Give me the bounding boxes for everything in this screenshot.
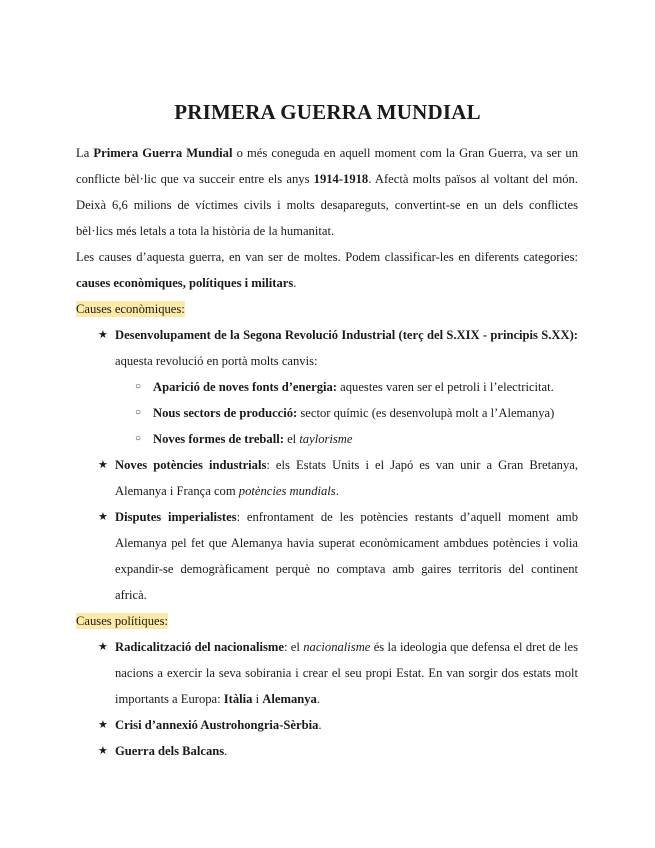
text-run: La: [76, 146, 94, 160]
star-bullet-icon: ★: [98, 511, 108, 523]
star-bullet-icon: ★: [98, 745, 108, 757]
item-text: : enfrontament de les potències restants d’aquell moment amb Alemanya pel fet que Alemanya havia superat econòmicament ambdues potències i volia expandir-se demogràficament perquè no comptava amb gaires territoris del continent africà.: [115, 510, 578, 602]
page-title: PRIMERA GUERRA MUNDIAL: [174, 100, 481, 124]
bold-term: Primera Guerra Mundial: [93, 146, 233, 160]
circle-bullet-icon: ○: [135, 381, 142, 392]
item-text: : els Estats Units i el Japó es van unir a Gran Bretanya, Alemanya i França com: [115, 458, 578, 498]
bold-years: 1914-1918: [313, 172, 369, 186]
item-title: Desenvolupament de la Segona Revolució Industrial (terç del S.XIX - principis S.XX): [115, 328, 574, 342]
bold-country: Alemanya: [262, 692, 317, 706]
item-title: Guerra dels Balcans: [115, 744, 225, 758]
sub-item-title: Nous sectors de producció:: [153, 406, 298, 420]
bold-country: Itàlia: [223, 692, 253, 706]
star-bullet-icon: ★: [98, 719, 108, 731]
item-title: Disputes imperialistes: [115, 510, 237, 524]
item-text: és la ideologia que defensa el dret de les nacions a exercir la seva sobirania i crear el seu propi Estat. En van sorgir dos estats molt importants a Europa:: [115, 640, 578, 706]
item-text: aquesta revolució en portà molts canvis:: [115, 354, 318, 368]
item-title: Crisi d’annexió Austrohongria-Sèrbia: [115, 718, 319, 732]
star-bullet-icon: ★: [98, 641, 108, 653]
economic-list: [76, 322, 578, 608]
item-text: : el: [283, 640, 304, 654]
sub-item-text: el: [283, 432, 300, 446]
sub-item-title: Aparició de noves fonts d’energia:: [153, 380, 337, 394]
text-run: o més coneguda en aquell moment com la Gran Guerra, va ser un conflicte bèl·lic que va succeir entre els anys: [76, 146, 578, 186]
italic-term: nacionalisme: [303, 640, 371, 654]
list-item: [98, 738, 578, 764]
text-run: .: [293, 276, 297, 290]
item-title: Radicalització del nacionalisme: [115, 640, 284, 654]
list-item: [98, 504, 578, 608]
text-run: Les causes d’aquesta guerra, en van ser de moltes. Podem classificar-les en diferents categories:: [76, 250, 578, 264]
economic-heading: Causes econòmiques:: [76, 302, 185, 316]
colon: :: [573, 328, 578, 342]
list-item: [98, 634, 578, 712]
political-list: [76, 634, 578, 764]
text-run: . Afectà molts països al voltant del món. Deixà 6,6 milions de víctimes civils i molts desapareguts, convertint-se en un dels conflictes bèl·lics més letals a tota la història de la humanitat.: [76, 172, 578, 238]
sub-item-text: aquestes varen ser el petroli i l’electricitat.: [337, 380, 554, 394]
circle-bullet-icon: ○: [135, 433, 142, 444]
intro-paragraph-1: [76, 140, 578, 244]
item-text: i: [252, 692, 263, 706]
intro-paragraph-2: [76, 244, 578, 296]
item-end: .: [318, 718, 322, 732]
sub-list-item: [135, 374, 578, 400]
star-bullet-icon: ★: [98, 459, 108, 471]
item-end: .: [224, 744, 228, 758]
sub-list-item: [135, 426, 578, 452]
list-item: [98, 452, 578, 504]
sub-list: [115, 374, 578, 452]
sub-item-title: Noves formes de treball:: [153, 432, 284, 446]
circle-bullet-icon: ○: [135, 407, 142, 418]
list-item: [98, 712, 578, 738]
document-body: [76, 140, 578, 764]
sub-list-item: [135, 400, 578, 426]
item-end: .: [316, 692, 320, 706]
italic-term: potències mundials: [238, 484, 336, 498]
star-bullet-icon: ★: [98, 329, 108, 341]
economic-heading-line: [76, 296, 578, 322]
bold-categories: causes econòmiques, polítiques i militars: [76, 276, 294, 290]
sub-item-text: sector químic (es desenvolupà molt a l’Alemanya): [297, 406, 555, 420]
item-end: .: [335, 484, 339, 498]
political-heading: Causes polítiques:: [76, 614, 168, 628]
political-heading-line: [76, 608, 578, 634]
list-item: [98, 322, 578, 452]
italic-term: taylorisme: [299, 432, 353, 446]
item-title: Noves potències industrials: [115, 458, 267, 472]
